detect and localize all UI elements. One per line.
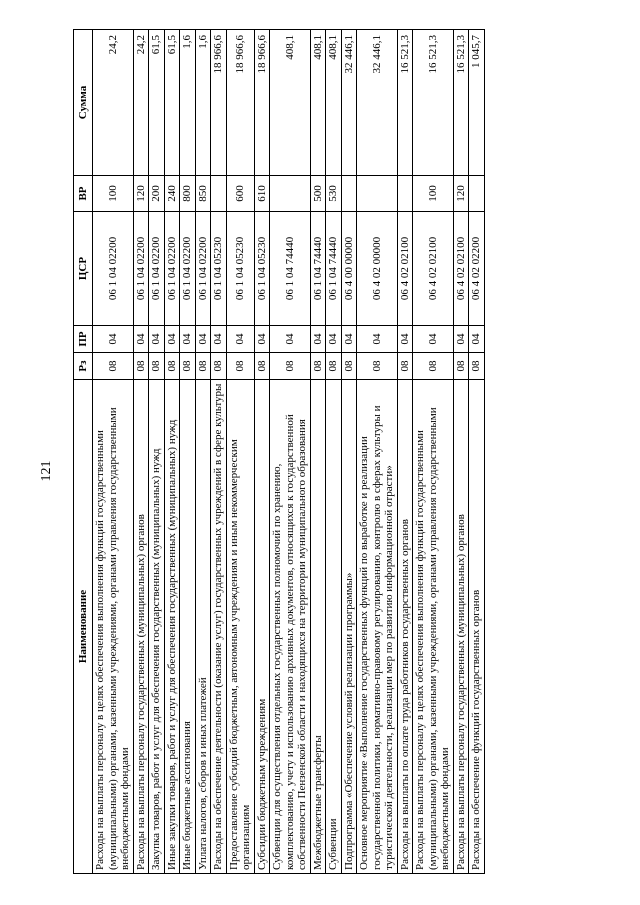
cell-sum: 1 045,7 bbox=[469, 30, 485, 176]
cell-sum: 32 446,1 bbox=[341, 30, 357, 176]
cell-rz: 08 bbox=[254, 353, 270, 380]
cell-sum: 1,6 bbox=[180, 30, 196, 176]
cell-pr: 04 bbox=[164, 326, 180, 353]
cell-csr: 06 1 04 02200 bbox=[149, 212, 165, 326]
cell-name: Уплата налогов, сборов и иных платежей bbox=[195, 380, 211, 874]
table-row bbox=[310, 30, 326, 874]
cell-rz: 08 bbox=[453, 353, 469, 380]
header-name: Наименование bbox=[74, 380, 93, 874]
cell-pr: 04 bbox=[469, 326, 485, 353]
cell-rz: 08 bbox=[93, 353, 134, 380]
cell-rz: 08 bbox=[180, 353, 196, 380]
table-row bbox=[149, 30, 165, 874]
cell-name: Субвенции для осуществления отдельных государственных полномочий по хранению, комплектованию, учету и использованию архивных документов, относящихся к государственной собственности Пензенской области и находящихся на территории муниципального образования bbox=[270, 380, 311, 874]
table-row bbox=[326, 30, 342, 874]
cell-vr: 240 bbox=[164, 176, 180, 212]
table-row bbox=[341, 30, 357, 874]
cell-sum: 18 966,6 bbox=[254, 30, 270, 176]
cell-name: Иные бюджетные ассигнования bbox=[180, 380, 196, 874]
table-header-row bbox=[74, 30, 93, 874]
cell-rz: 08 bbox=[195, 353, 211, 380]
table-row bbox=[164, 30, 180, 874]
cell-vr bbox=[357, 176, 398, 212]
cell-vr: 600 bbox=[226, 176, 254, 212]
cell-pr: 04 bbox=[413, 326, 454, 353]
table-row bbox=[357, 30, 398, 874]
cell-name: Расходы на выплаты персоналу в целях обеспечения выполнения функций государственными (муниципальными) органами, казенными учреждениями, органами управления государственными внебюджетными фондами bbox=[93, 380, 134, 874]
cell-csr: 06 4 02 02100 bbox=[397, 212, 413, 326]
cell-name: Расходы на выплаты персоналу государственных (муниципальных) органов bbox=[453, 380, 469, 874]
cell-rz: 08 bbox=[397, 353, 413, 380]
cell-vr bbox=[211, 176, 227, 212]
cell-pr: 04 bbox=[453, 326, 469, 353]
cell-name: Расходы на выплаты по оплате труда работников государственных органов bbox=[397, 380, 413, 874]
cell-pr: 04 bbox=[254, 326, 270, 353]
cell-vr: 100 bbox=[93, 176, 134, 212]
cell-sum: 32 446,1 bbox=[357, 30, 398, 176]
cell-vr: 100 bbox=[413, 176, 454, 212]
cell-sum: 24,2 bbox=[133, 30, 149, 176]
cell-csr: 06 1 04 74440 bbox=[326, 212, 342, 326]
cell-rz: 08 bbox=[326, 353, 342, 380]
page-number: 121 bbox=[39, 460, 54, 482]
header-pr: ПР bbox=[74, 326, 93, 353]
cell-rz: 08 bbox=[413, 353, 454, 380]
cell-vr: 610 bbox=[254, 176, 270, 212]
cell-sum: 1,6 bbox=[195, 30, 211, 176]
cell-vr bbox=[270, 176, 311, 212]
cell-name: Расходы на обеспечение деятельности (оказание услуг) государственных учреждений в сфере культуры bbox=[211, 380, 227, 874]
table-body bbox=[93, 30, 485, 874]
cell-csr: 06 1 04 02200 bbox=[93, 212, 134, 326]
cell-sum: 16 521,3 bbox=[453, 30, 469, 176]
cell-rz: 08 bbox=[133, 353, 149, 380]
cell-csr: 06 1 04 05230 bbox=[211, 212, 227, 326]
cell-name: Подпрограмма «Обеспечение условий реализации программы» bbox=[341, 380, 357, 874]
cell-vr: 500 bbox=[310, 176, 326, 212]
cell-rz: 08 bbox=[164, 353, 180, 380]
table-row bbox=[254, 30, 270, 874]
cell-csr: 06 1 04 74440 bbox=[270, 212, 311, 326]
header-rz: Рз bbox=[74, 353, 93, 380]
cell-csr: 06 4 00 00000 bbox=[341, 212, 357, 326]
cell-name: Закупка товаров, работ и услуг для обеспечения государственных (муниципальных) нужд bbox=[149, 380, 165, 874]
cell-pr: 04 bbox=[211, 326, 227, 353]
header-csr: ЦСР bbox=[74, 212, 93, 326]
cell-sum: 24,2 bbox=[93, 30, 134, 176]
cell-pr: 04 bbox=[93, 326, 134, 353]
table-row bbox=[133, 30, 149, 874]
cell-csr: 06 1 04 02200 bbox=[195, 212, 211, 326]
table-row bbox=[413, 30, 454, 874]
cell-csr: 06 1 04 02200 bbox=[133, 212, 149, 326]
table-row bbox=[195, 30, 211, 874]
cell-pr: 04 bbox=[397, 326, 413, 353]
cell-pr: 04 bbox=[341, 326, 357, 353]
budget-table bbox=[73, 29, 485, 874]
cell-vr: 530 bbox=[326, 176, 342, 212]
cell-pr: 04 bbox=[195, 326, 211, 353]
table-row bbox=[397, 30, 413, 874]
cell-csr: 06 4 02 00000 bbox=[357, 212, 398, 326]
cell-vr bbox=[341, 176, 357, 212]
cell-name: Расходы на выплаты персоналу в целях обеспечения выполнения функций государственными (муниципальными) органами, казенными учреждениями, органами управления государственными внебюджетными фондами bbox=[413, 380, 454, 874]
cell-csr: 06 4 02 02100 bbox=[413, 212, 454, 326]
cell-vr: 120 bbox=[453, 176, 469, 212]
header-sum: Сумма bbox=[74, 30, 93, 176]
budget-sheet bbox=[73, 30, 573, 874]
cell-sum: 408,1 bbox=[326, 30, 342, 176]
cell-sum: 61,5 bbox=[164, 30, 180, 176]
cell-pr: 04 bbox=[180, 326, 196, 353]
cell-name: Расходы на обеспечение функций государственных органов bbox=[469, 380, 485, 874]
cell-rz: 08 bbox=[211, 353, 227, 380]
cell-name: Иные закупки товаров, работ и услуг для обеспечения государственных (муниципальных) нужд bbox=[164, 380, 180, 874]
cell-rz: 08 bbox=[310, 353, 326, 380]
table-row bbox=[226, 30, 254, 874]
cell-rz: 08 bbox=[469, 353, 485, 380]
cell-csr: 06 1 04 02200 bbox=[164, 212, 180, 326]
cell-name: Межбюджетные трансферты bbox=[310, 380, 326, 874]
cell-csr: 06 1 04 05230 bbox=[254, 212, 270, 326]
cell-vr: 850 bbox=[195, 176, 211, 212]
cell-name: Субсидии бюджетным учреждениям bbox=[254, 380, 270, 874]
cell-rz: 08 bbox=[357, 353, 398, 380]
cell-name: Расходы на выплаты персоналу государственных (муниципальных) органов bbox=[133, 380, 149, 874]
table-row bbox=[270, 30, 311, 874]
cell-name: Субвенции bbox=[326, 380, 342, 874]
cell-vr bbox=[469, 176, 485, 212]
cell-vr: 800 bbox=[180, 176, 196, 212]
cell-vr bbox=[397, 176, 413, 212]
cell-name: Основное мероприятие «Выполнение государственных функций по выработке и реализации государственной политики, нормативно-правовому регулированию, контролю в сферах культуры и туристической деятельности, реализации мер по развитию информационной отрасти» bbox=[357, 380, 398, 874]
cell-csr: 06 1 04 02200 bbox=[180, 212, 196, 326]
cell-csr: 06 4 02 02100 bbox=[453, 212, 469, 326]
cell-sum: 18 966,6 bbox=[226, 30, 254, 176]
cell-name: Предоставление субсидий бюджетным, автономным учреждениям и иным некоммерческим организациям bbox=[226, 380, 254, 874]
cell-sum: 408,1 bbox=[270, 30, 311, 176]
header-vr: ВР bbox=[74, 176, 93, 212]
cell-rz: 08 bbox=[226, 353, 254, 380]
cell-pr: 04 bbox=[357, 326, 398, 353]
cell-vr: 200 bbox=[149, 176, 165, 212]
cell-pr: 04 bbox=[310, 326, 326, 353]
cell-sum: 16 521,3 bbox=[397, 30, 413, 176]
cell-sum: 408,1 bbox=[310, 30, 326, 176]
cell-pr: 04 bbox=[270, 326, 311, 353]
cell-sum: 61,5 bbox=[149, 30, 165, 176]
table-row bbox=[453, 30, 469, 874]
cell-rz: 08 bbox=[341, 353, 357, 380]
cell-csr: 06 1 04 05230 bbox=[226, 212, 254, 326]
cell-sum: 16 521,3 bbox=[413, 30, 454, 176]
cell-pr: 04 bbox=[326, 326, 342, 353]
cell-csr: 06 1 04 74440 bbox=[310, 212, 326, 326]
cell-sum: 18 966,6 bbox=[211, 30, 227, 176]
table-row bbox=[469, 30, 485, 874]
cell-pr: 04 bbox=[149, 326, 165, 353]
cell-csr: 06 4 02 02200 bbox=[469, 212, 485, 326]
cell-vr: 120 bbox=[133, 176, 149, 212]
cell-rz: 08 bbox=[149, 353, 165, 380]
table-row bbox=[180, 30, 196, 874]
table-row bbox=[211, 30, 227, 874]
cell-pr: 04 bbox=[133, 326, 149, 353]
table-row bbox=[93, 30, 134, 874]
cell-pr: 04 bbox=[226, 326, 254, 353]
cell-rz: 08 bbox=[270, 353, 311, 380]
